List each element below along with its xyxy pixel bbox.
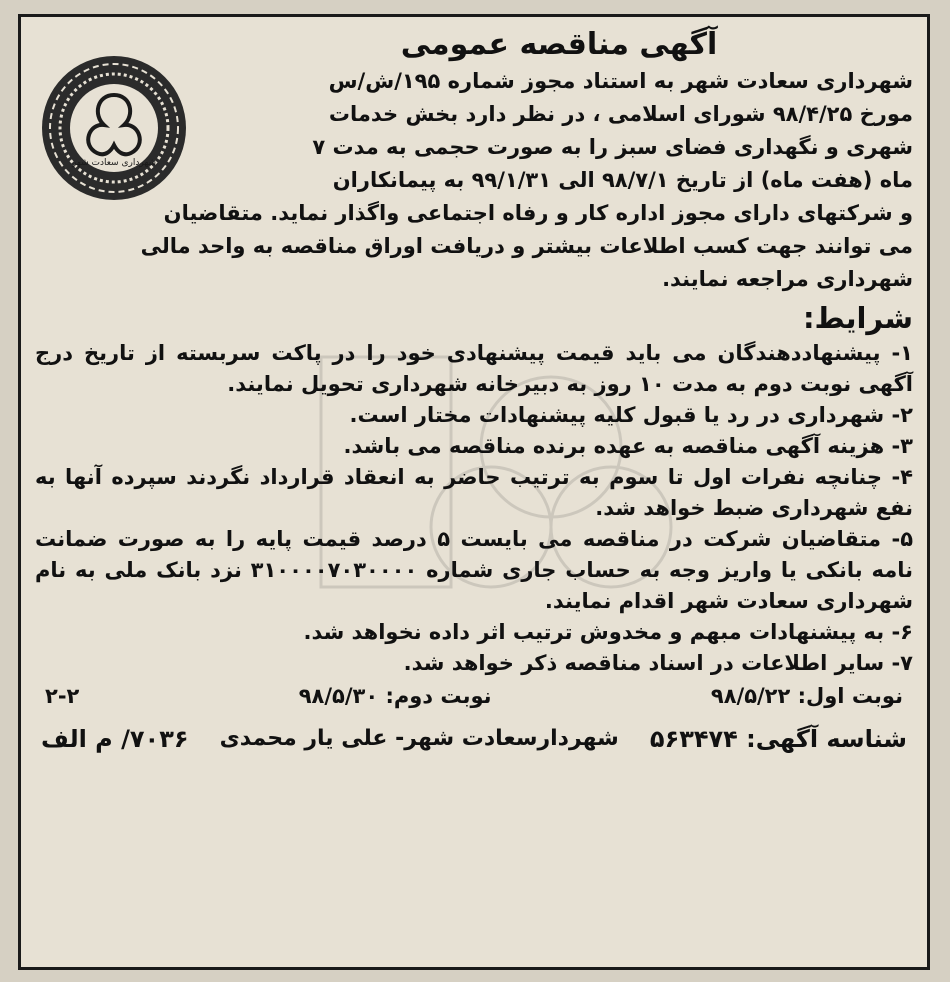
first-round-date: نوبت اول: ۹۸/۵/۲۲ — [710, 684, 903, 708]
intro-line: شهرداری سعادت شهر به استناد مجوز شماره ۱۹۵/ش/س — [328, 69, 913, 93]
condition-item: ۵- متقاضیان شرکت در مناقصه می بایست ۵ درصد قیمت پایه را به صورت ضمانت نامه بانکی یا واریز وجه به حساب جاری شماره ۳۱۰۰۰۰۷۰۳۰۰۰۰ نزد بانک ملی به نام شهرداری سعادت شهر اقدام نمایند. — [35, 527, 914, 613]
intro-line: شهرداری مراجعه نمایند. — [662, 267, 913, 291]
notice-title: آگهی مناقصه عمومی — [400, 27, 718, 62]
condition-item: ۳- هزینه آگهی مناقصه به عهده برنده مناقصه می باشد. — [343, 434, 913, 458]
condition-item: ۱- پیشنهاددهندگان می باید قیمت پیشنهادی خود را در پاکت سربسته از تاریخ درج آگهی نوبت دوم به مدت ۱۰ روز به دبیرخانه شهرداری تحویل نمایند. — [35, 341, 913, 396]
intro-text — [35, 65, 913, 296]
page-code: ۲-۲ — [45, 684, 80, 708]
condition-item: ۴- چنانچه نفرات اول تا سوم به ترتیب حاضر به انعقاد قرارداد نگردند سپرده آنها به نفع شهرداری ضبط خواهد شد. — [35, 465, 913, 520]
intro-line: می توانند جهت کسب اطلاعات بیشتر و دریافت اوراق مناقصه به واحد مالی — [140, 234, 913, 258]
intro-line: و شرکتهای دارای مجوز اداره کار و رفاه اجتماعی واگذار نماید. متقاضیان — [163, 201, 913, 225]
publication-dates — [35, 679, 913, 713]
condition-item: ۲- شهرداری در رد یا قبول کلیه پیشنهادات مختار است. — [349, 403, 913, 427]
ad-id: شناسه آگهی: ۵۶۳۴۷۴ — [649, 725, 907, 753]
intro-line: شهری و نگهداری فضای سبز را به صورت حجمی به مدت ۷ — [312, 135, 913, 159]
intro-line: ماه (هفت ماه) از تاریخ ۹۸/۷/۱ الی ۹۹/۱/۳۱ به پیمانکاران — [332, 168, 913, 192]
conditions-list — [35, 338, 913, 679]
intro-line: مورخ ۹۸/۴/۲۵ شورای اسلامی ، در نظر دارد بخش خدمات — [328, 102, 913, 126]
notice-frame — [18, 14, 930, 970]
signature-row — [35, 719, 913, 759]
condition-item: ۶- به پیشنهادات مبهم و مخدوش ترتیب اثر داده نخواهد شد. — [303, 620, 913, 644]
conditions-heading: شرایط: — [802, 301, 913, 335]
second-round-date: نوبت دوم: ۹۸/۵/۳۰ — [298, 684, 492, 708]
condition-item: ۷- سایر اطلاعات در اسناد مناقصه ذکر خواهد شد. — [403, 651, 913, 675]
svg-text:شهرداری سعادت شهر: شهرداری سعادت شهر — [71, 158, 157, 168]
reference-code: ۷۰۳۶/ م الف — [41, 725, 189, 753]
signer: شهردارسعادت شهر- علی یار محمدی — [219, 726, 619, 751]
